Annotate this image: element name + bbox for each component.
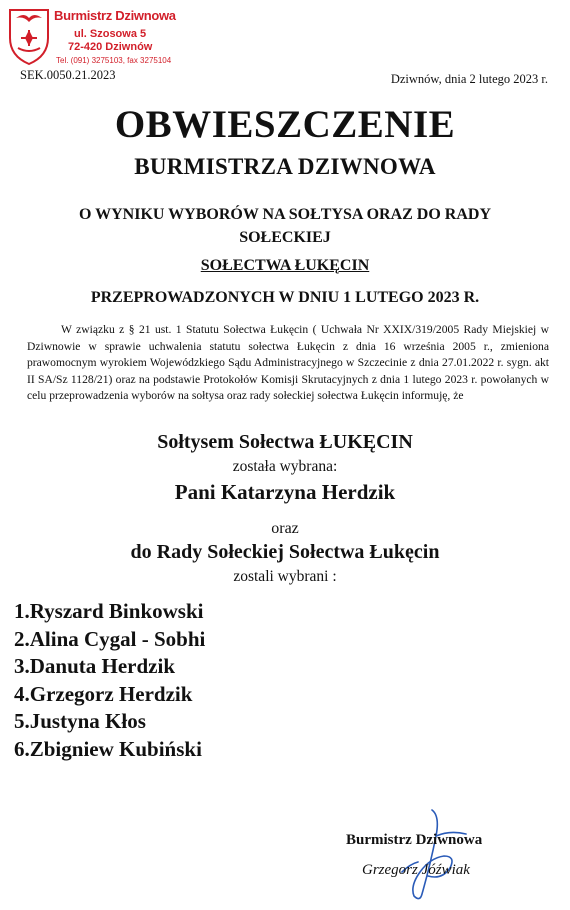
council-heading: do Rady Sołeckiej Sołectwa Łukęcin — [130, 541, 440, 563]
list-item: 3.Danuta Herdzik — [14, 654, 176, 678]
notice-issuer: BURMISTRZA DZIWNOWA — [134, 154, 436, 179]
notice-village: SOŁECTWA ŁUKĘCIN — [200, 257, 370, 274]
signatory-title: Burmistrz Dziwnowa — [346, 832, 483, 848]
elected-singular: została wybrana: — [232, 458, 338, 475]
stamp-name: Burmistrz Dziwnowa — [54, 8, 176, 23]
and-text: oraz — [271, 520, 299, 537]
soltys-heading: Sołtysem Sołectwa ŁUKĘCIN — [157, 431, 413, 453]
stamp-street: ul. Szosowa 5 — [74, 28, 147, 40]
body-paragraph: W związku z § 21 ust. 1 Statutu Sołectwa Łukęcin ( Uchwała Nr XXIX/319/2005 Rady Miejskiej w Dziwnowie w sprawie uchwalenia statutu sołectwa Łukęcin z dnia 16 września 2005 r., zmieniona prawomocnym wyrokiem Wojewódzkiego Sądu Administracyjnego w Szczecinie z dnia 27.01.2022 r. sygn. akt II SA/Sz 1128/21) oraz na podstawie Protokołów Komisji Skrutacyjnych z dnia 1 lutego 2023 r. powołanych w celu przeprowadzenia wyborów na sołtysa oraz rady sołeckiej sołectwa Łukęcin informuję, że — [27, 323, 549, 403]
notice-subject-text: O WYNIKU WYBORÓW NA SOŁTYSA ORAZ DO RADY SOŁECKIEJ — [78, 206, 492, 246]
coat-of-arms-icon — [6, 4, 52, 66]
council-members-list — [14, 598, 205, 763]
signatory-name: Grzegorz Jóźwiak — [362, 862, 470, 878]
handwritten-signature — [370, 806, 480, 906]
reference-number: SEK.0050.21.2023 — [20, 68, 116, 82]
list-item: 5.Justyna Kłos — [14, 709, 146, 733]
list-item: 6.Zbigniew Kubiński — [14, 736, 202, 761]
official-stamp — [6, 4, 176, 70]
soltys-name: Pani Katarzyna Herdzik — [174, 480, 396, 504]
notice-subject — [0, 203, 570, 249]
list-item: 1.Ryszard Binkowski — [14, 599, 204, 623]
stamp-city: 72-420 Dziwnów — [68, 41, 153, 53]
stamp-phone: Tel. (091) 3275103, fax 3275104 — [56, 56, 172, 65]
elected-plural: zostali wybrani : — [233, 568, 337, 585]
place-date: Dziwnów, dnia 2 lutego 2023 r. — [390, 72, 548, 86]
list-item: 4.Grzegorz Herdzik — [14, 681, 193, 706]
list-item: 2.Alina Cygal - Sobhi — [14, 626, 206, 651]
notice-title: OBWIESZCZENIE — [114, 103, 456, 146]
notice-date-line: PRZEPROWADZONYCH W DNIU 1 LUTEGO 2023 R. — [90, 289, 480, 306]
